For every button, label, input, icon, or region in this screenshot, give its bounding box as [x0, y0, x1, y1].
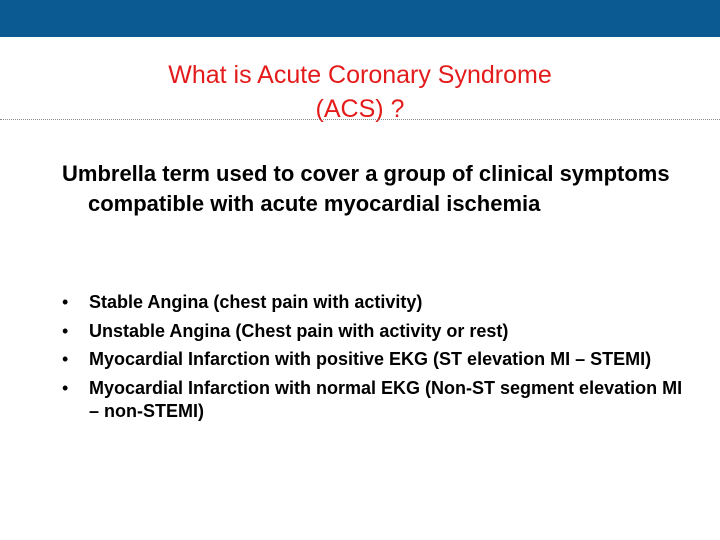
list-item-text: Unstable Angina (Chest pain with activity or rest)	[89, 320, 509, 341]
bullet-list	[60, 291, 690, 429]
list-item-text: Myocardial Infarction with normal EKG (Non-ST segment elevation MI – non-STEMI)	[89, 377, 683, 421]
bullet-icon: •	[62, 292, 69, 312]
bullet-icon: •	[62, 377, 69, 398]
header-bar	[0, 0, 720, 37]
slide-title	[70, 58, 650, 126]
title-divider	[0, 119, 720, 120]
list-item	[60, 291, 690, 315]
list-item-text: Myocardial Infarction with positive EKG (ST elevation MI – STEMI)	[89, 349, 652, 369]
list-item	[60, 320, 690, 344]
slide-title-line-2: (ACS) ?	[315, 95, 405, 123]
list-item	[60, 377, 690, 424]
list-item-text: Stable Angina (chest pain with activity)	[89, 292, 423, 312]
slide-title-line-1: What is Acute Coronary Syndrome	[168, 61, 552, 89]
bullet-icon: •	[62, 320, 69, 341]
intro-text: Umbrella term used to cover a group of clinical symptoms compatible with acute myocardial ischemia	[62, 161, 670, 216]
list-item	[60, 348, 690, 372]
bullet-icon: •	[62, 349, 69, 369]
